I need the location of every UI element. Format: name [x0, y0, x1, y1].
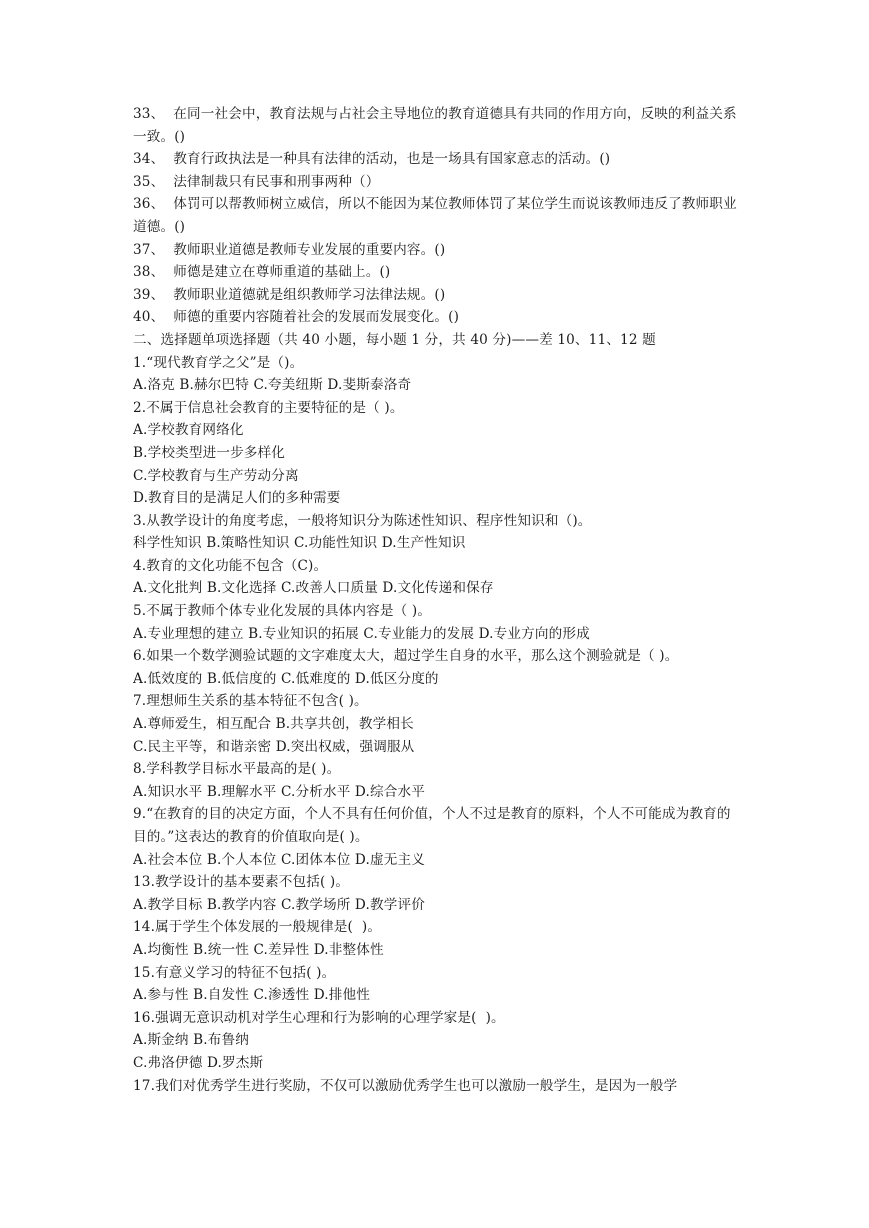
- question-4-options: A.文化批判 B.文化选择 C.改善人口质量 D.文化传递和保存: [133, 580, 494, 597]
- question-14-options: A.均衡性 B.统一性 C.差异性 D.非整体性: [133, 941, 384, 958]
- question-16-options-ab: A.斯金纳 B.布鲁纳: [133, 1032, 249, 1049]
- question-2-option-a: A.学校教育网络化: [133, 422, 244, 439]
- question-6: 6.如果一个数学测验试题的文字难度太大，超过学生自身的水平，那么这个测验就是（ )。: [133, 648, 679, 665]
- question-7: 7.理想师生关系的基本特征不包含( )。: [133, 693, 368, 710]
- question-8: 8.学科教学目标水平最高的是( )。: [133, 761, 341, 778]
- question-9-options: A.社会本位 B.个人本位 C.团体本位 D.虚无主义: [133, 851, 425, 868]
- question-14: 14.属于学生个体发展的一般规律是( )。: [133, 919, 382, 936]
- true-false-item-37: 37、 教师职业道德是教师专业发展的重要内容。(): [133, 241, 446, 258]
- section-heading: 二、选择题单项选择题（共 40 小题，每小题 1 分，共 40 分)——差 10、11、12 题: [133, 331, 656, 348]
- question-2: 2.不属于信息社会教育的主要特征的是（ )。: [133, 399, 404, 416]
- question-2-option-b: B.学校类型进一步多样化: [133, 444, 286, 461]
- document-body: [133, 103, 739, 1097]
- question-17: 17.我们对优秀学生进行奖励，不仅可以激励优秀学生也可以激励一般学生，是因为一般学: [133, 1077, 678, 1094]
- question-15-options: A.参与性 B.自发性 C.渗透性 D.排他性: [133, 987, 370, 1004]
- question-8-options: A.知识水平 B.理解水平 C.分析水平 D.综合水平: [133, 783, 425, 800]
- true-false-item-38: 38、 师德是建立在尊师重道的基础上。(): [133, 264, 391, 281]
- true-false-item-39: 39、 教师职业道德就是组织教师学习法律法规。(): [133, 286, 446, 303]
- question-6-options: A.低效度的 B.低信度的 C.低难度的 D.低区分度的: [133, 670, 439, 687]
- question-2-option-c: C.学校教育与生产劳动分离: [133, 467, 299, 484]
- question-16-options-cd: C.弗洛伊德 D.罗杰斯: [133, 1054, 264, 1071]
- question-16: 16.强调无意识动机对学生心理和行为影响的心理学家是( )。: [133, 1009, 505, 1026]
- question-5-options: A.专业理想的建立 B.专业知识的拓展 C.专业能力的发展 D.专业方向的形成: [133, 625, 590, 642]
- question-13: 13.教学设计的基本要素不包括( )。: [133, 874, 350, 891]
- question-3-options: 科学性知识 B.策略性知识 C.功能性知识 D.生产性知识: [133, 535, 466, 552]
- question-7-options-ab: A.尊师爱生，相互配合 B.共享共创，教学相长: [133, 716, 414, 733]
- question-7-options-cd: C.民主平等，和谐亲密 D.突出权威，强调服从: [133, 738, 415, 755]
- question-9: 9.“在教育的目的决定方面，个人不具有任何价值，个人不过是教育的原料，个人不可能成为教育的目的。”这表达的教育的价值取向是( )。: [133, 806, 731, 845]
- true-false-item-34: 34、 教育行政执法是一种具有法律的活动，也是一场具有国家意志的活动。(): [133, 151, 611, 168]
- question-5: 5.不属于教师个体专业化发展的具体内容是（ )。: [133, 603, 432, 620]
- question-1-options: A.洛克 B.赫尔巴特 C.夸美纽斯 D.斐斯泰洛奇: [133, 377, 412, 394]
- true-false-item-33: 33、 在同一社会中，教育法规与占社会主导地位的教育道德具有共同的作用方向，反映的利益关系一致。(): [133, 106, 737, 145]
- true-false-item-35: 35、 法律制裁只有民事和刑事两种（）: [133, 173, 380, 190]
- true-false-item-36: 36、 体罚可以帮教师树立威信，所以不能因为某位教师体罚了某位学生而说该教师违反了教师职业道德。(): [133, 196, 737, 235]
- question-1: 1.“现代教育学之父”是（)。: [133, 354, 304, 371]
- question-3: 3.从教学设计的角度考虑，一般将知识分为陈述性知识、程序性知识和（)。: [133, 512, 592, 529]
- question-2-option-d: D.教育目的是满足人们的多种需要: [133, 490, 341, 507]
- question-13-options: A.教学目标 B.教学内容 C.教学场所 D.教学评价: [133, 896, 425, 913]
- question-15: 15.有意义学习的特征不包括( )。: [133, 964, 336, 981]
- true-false-item-40: 40、 师德的重要内容随着社会的发展而发展变化。(): [133, 309, 460, 326]
- question-4: 4.教育的文化功能不包含（C)。: [133, 557, 328, 574]
